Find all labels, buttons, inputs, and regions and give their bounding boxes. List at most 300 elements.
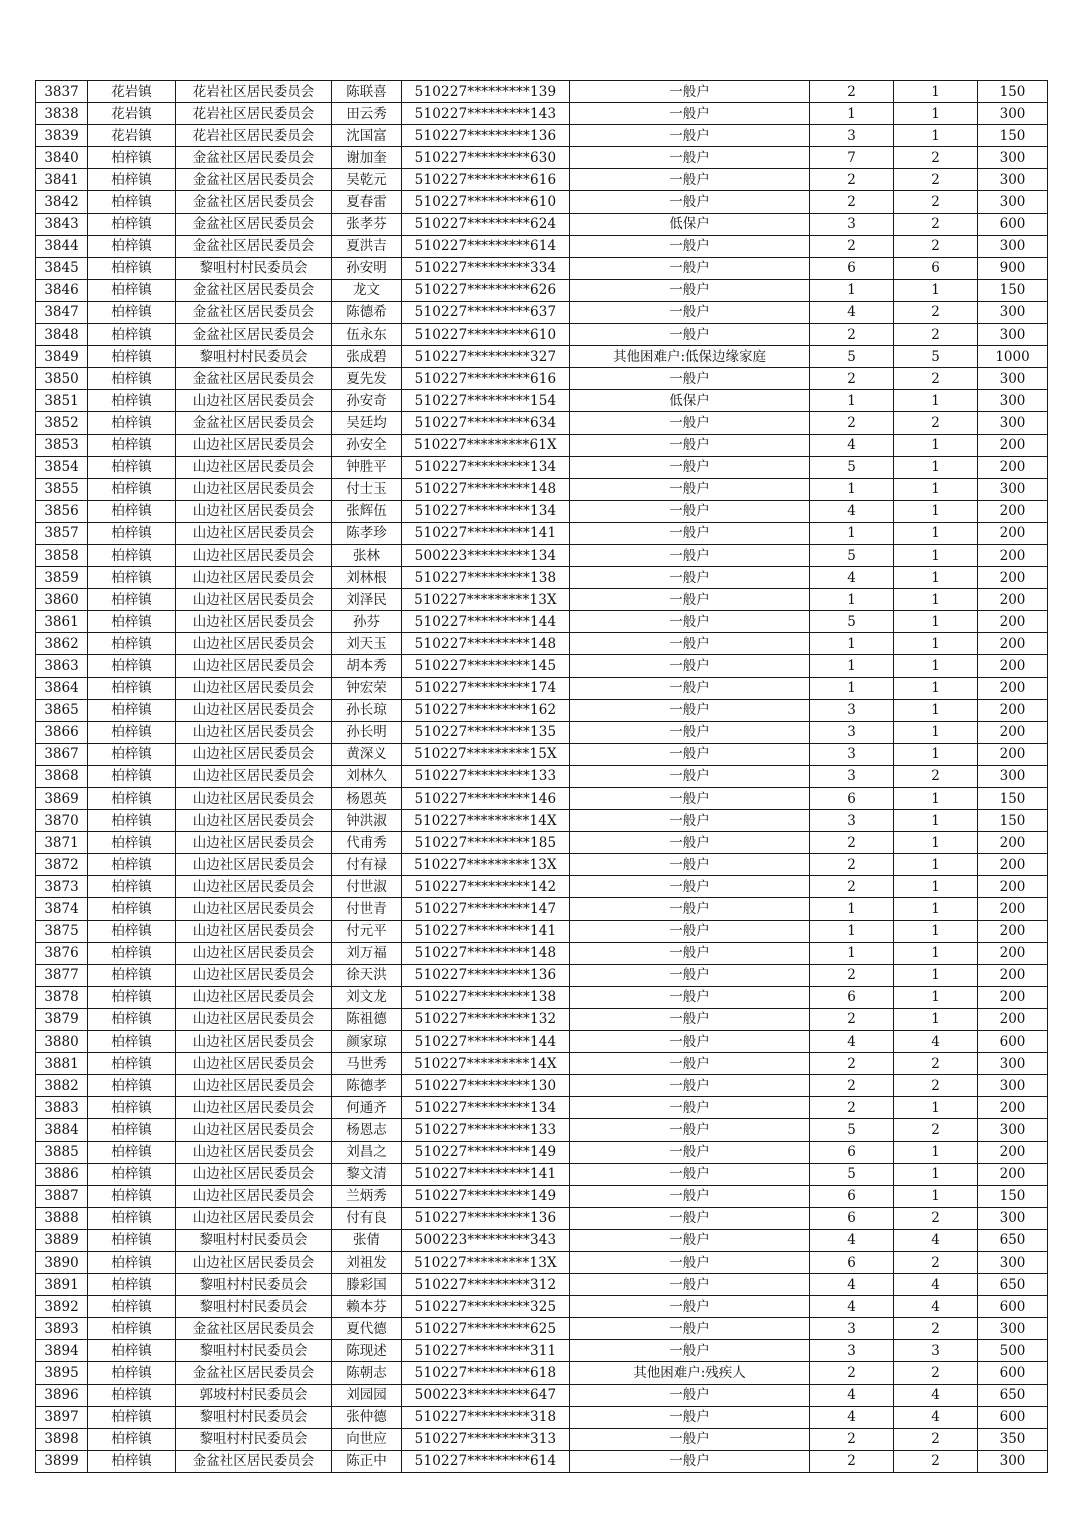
household-type-cell: 一般户 (570, 832, 810, 854)
town-cell: 柏梓镇 (88, 257, 176, 279)
household-size-cell: 1 (810, 898, 894, 920)
row-number-cell: 3843 (36, 213, 88, 235)
household-size-cell: 2 (810, 1362, 894, 1384)
committee-cell: 山边社区居民委员会 (176, 898, 332, 920)
household-size-cell: 4 (810, 1406, 894, 1428)
amount-cell: 500 (978, 1340, 1048, 1362)
household-size-cell: 2 (810, 169, 894, 191)
resident-name-cell: 张林 (332, 544, 402, 566)
household-type-cell: 一般户 (570, 368, 810, 390)
household-type-cell: 一般户 (570, 1031, 810, 1053)
town-cell: 柏梓镇 (88, 1428, 176, 1450)
row-number-cell: 3872 (36, 854, 88, 876)
committee-cell: 金盆社区居民委员会 (176, 1318, 332, 1340)
row-number-cell: 3861 (36, 611, 88, 633)
household-type-cell: 一般户 (570, 1075, 810, 1097)
household-type-cell: 一般户 (570, 1119, 810, 1141)
resident-name-cell: 刘昌之 (332, 1141, 402, 1163)
household-type-cell: 一般户 (570, 942, 810, 964)
committee-cell: 山边社区居民委员会 (176, 1251, 332, 1273)
id-number-cell: 510227*********185 (402, 832, 570, 854)
table-row (36, 257, 1048, 279)
id-number-cell: 510227*********14X (402, 1053, 570, 1075)
resident-name-cell: 付有禄 (332, 854, 402, 876)
resident-name-cell: 张辉伍 (332, 500, 402, 522)
household-size-cell: 2 (810, 191, 894, 213)
town-cell: 柏梓镇 (88, 699, 176, 721)
town-cell: 柏梓镇 (88, 1251, 176, 1273)
town-cell: 柏梓镇 (88, 456, 176, 478)
resident-name-cell: 马世秀 (332, 1053, 402, 1075)
town-cell: 柏梓镇 (88, 279, 176, 301)
resident-name-cell: 杨恩英 (332, 788, 402, 810)
amount-cell: 300 (978, 169, 1048, 191)
household-type-cell: 一般户 (570, 898, 810, 920)
row-number-cell: 3857 (36, 522, 88, 544)
row-number-cell: 3848 (36, 324, 88, 346)
amount-cell: 200 (978, 633, 1048, 655)
town-cell: 柏梓镇 (88, 1274, 176, 1296)
row-number-cell: 3871 (36, 832, 88, 854)
household-type-cell: 一般户 (570, 191, 810, 213)
table-row (36, 147, 1048, 169)
committee-cell: 山边社区居民委员会 (176, 478, 332, 500)
eligible-count-cell: 6 (894, 257, 978, 279)
committee-cell: 山边社区居民委员会 (176, 854, 332, 876)
table-row (36, 1207, 1048, 1229)
eligible-count-cell: 1 (894, 81, 978, 103)
resident-name-cell: 钟洪淑 (332, 810, 402, 832)
resident-name-cell: 伍永东 (332, 324, 402, 346)
subsidy-roster-table (35, 80, 1048, 1473)
committee-cell: 山边社区居民委员会 (176, 1207, 332, 1229)
row-number-cell: 3882 (36, 1075, 88, 1097)
resident-name-cell: 孙芬 (332, 611, 402, 633)
resident-name-cell: 张仲德 (332, 1406, 402, 1428)
eligible-count-cell: 1 (894, 743, 978, 765)
town-cell: 柏梓镇 (88, 1031, 176, 1053)
resident-name-cell: 沈国富 (332, 125, 402, 147)
row-number-cell: 3899 (36, 1450, 88, 1472)
resident-name-cell: 黎文清 (332, 1163, 402, 1185)
town-cell: 柏梓镇 (88, 876, 176, 898)
id-number-cell: 510227*********625 (402, 1318, 570, 1340)
eligible-count-cell: 2 (894, 1251, 978, 1273)
household-type-cell: 一般户 (570, 301, 810, 323)
id-number-cell: 510227*********614 (402, 1450, 570, 1472)
eligible-count-cell: 1 (894, 1141, 978, 1163)
resident-name-cell: 孙安全 (332, 434, 402, 456)
amount-cell: 200 (978, 1163, 1048, 1185)
household-type-cell: 一般户 (570, 81, 810, 103)
household-type-cell: 一般户 (570, 1428, 810, 1450)
amount-cell: 150 (978, 1185, 1048, 1207)
id-number-cell: 510227*********136 (402, 1207, 570, 1229)
id-number-cell: 510227*********138 (402, 567, 570, 589)
id-number-cell: 510227*********148 (402, 633, 570, 655)
committee-cell: 金盆社区居民委员会 (176, 169, 332, 191)
id-number-cell: 510227*********141 (402, 522, 570, 544)
eligible-count-cell: 2 (894, 1362, 978, 1384)
committee-cell: 山边社区居民委员会 (176, 810, 332, 832)
resident-name-cell: 刘天玉 (332, 633, 402, 655)
table-row (36, 743, 1048, 765)
household-type-cell: 一般户 (570, 964, 810, 986)
committee-cell: 山边社区居民委员会 (176, 1075, 332, 1097)
eligible-count-cell: 1 (894, 103, 978, 125)
household-size-cell: 4 (810, 1384, 894, 1406)
household-type-cell: 一般户 (570, 147, 810, 169)
resident-name-cell: 向世应 (332, 1428, 402, 1450)
table-row (36, 324, 1048, 346)
town-cell: 柏梓镇 (88, 478, 176, 500)
household-type-cell: 一般户 (570, 279, 810, 301)
row-number-cell: 3859 (36, 567, 88, 589)
eligible-count-cell: 1 (894, 456, 978, 478)
amount-cell: 350 (978, 1428, 1048, 1450)
eligible-count-cell: 1 (894, 854, 978, 876)
household-size-cell: 3 (810, 721, 894, 743)
row-number-cell: 3888 (36, 1207, 88, 1229)
row-number-cell: 3863 (36, 655, 88, 677)
row-number-cell: 3854 (36, 456, 88, 478)
household-size-cell: 1 (810, 655, 894, 677)
committee-cell: 山边社区居民委员会 (176, 434, 332, 456)
eligible-count-cell: 1 (894, 810, 978, 832)
eligible-count-cell: 2 (894, 1428, 978, 1450)
eligible-count-cell: 1 (894, 898, 978, 920)
amount-cell: 200 (978, 721, 1048, 743)
table-row (36, 169, 1048, 191)
id-number-cell: 510227*********630 (402, 147, 570, 169)
id-number-cell: 510227*********134 (402, 1097, 570, 1119)
resident-name-cell: 吴乾元 (332, 169, 402, 191)
household-type-cell: 一般户 (570, 257, 810, 279)
committee-cell: 黎咀村村民委员会 (176, 1340, 332, 1362)
committee-cell: 山边社区居民委员会 (176, 920, 332, 942)
eligible-count-cell: 2 (894, 1119, 978, 1141)
id-number-cell: 510227*********13X (402, 854, 570, 876)
resident-name-cell: 夏春雷 (332, 191, 402, 213)
row-number-cell: 3858 (36, 544, 88, 566)
id-number-cell: 510227*********148 (402, 942, 570, 964)
table-row (36, 611, 1048, 633)
town-cell: 柏梓镇 (88, 986, 176, 1008)
amount-cell: 200 (978, 677, 1048, 699)
town-cell: 柏梓镇 (88, 1362, 176, 1384)
row-number-cell: 3852 (36, 412, 88, 434)
household-type-cell: 一般户 (570, 611, 810, 633)
committee-cell: 山边社区居民委员会 (176, 500, 332, 522)
id-number-cell: 510227*********133 (402, 765, 570, 787)
id-number-cell: 510227*********616 (402, 368, 570, 390)
household-size-cell: 5 (810, 456, 894, 478)
id-number-cell: 510227*********134 (402, 456, 570, 478)
committee-cell: 山边社区居民委员会 (176, 765, 332, 787)
eligible-count-cell: 4 (894, 1296, 978, 1318)
eligible-count-cell: 1 (894, 390, 978, 412)
household-size-cell: 4 (810, 301, 894, 323)
id-number-cell: 510227*********141 (402, 1163, 570, 1185)
town-cell: 柏梓镇 (88, 235, 176, 257)
household-type-cell: 一般户 (570, 522, 810, 544)
amount-cell: 600 (978, 1031, 1048, 1053)
row-number-cell: 3849 (36, 346, 88, 368)
amount-cell: 300 (978, 1119, 1048, 1141)
row-number-cell: 3838 (36, 103, 88, 125)
household-type-cell: 低保户 (570, 213, 810, 235)
household-type-cell: 一般户 (570, 478, 810, 500)
amount-cell: 150 (978, 788, 1048, 810)
row-number-cell: 3844 (36, 235, 88, 257)
town-cell: 花岩镇 (88, 125, 176, 147)
row-number-cell: 3846 (36, 279, 88, 301)
town-cell: 柏梓镇 (88, 368, 176, 390)
row-number-cell: 3864 (36, 677, 88, 699)
id-number-cell: 510227*********138 (402, 986, 570, 1008)
amount-cell: 200 (978, 986, 1048, 1008)
amount-cell: 200 (978, 854, 1048, 876)
household-size-cell: 7 (810, 147, 894, 169)
amount-cell: 300 (978, 1318, 1048, 1340)
table-row (36, 1053, 1048, 1075)
resident-name-cell: 夏先发 (332, 368, 402, 390)
committee-cell: 金盆社区居民委员会 (176, 213, 332, 235)
resident-name-cell: 谢加奎 (332, 147, 402, 169)
committee-cell: 山边社区居民委员会 (176, 1163, 332, 1185)
table-row (36, 699, 1048, 721)
town-cell: 柏梓镇 (88, 765, 176, 787)
household-size-cell: 2 (810, 1097, 894, 1119)
row-number-cell: 3866 (36, 721, 88, 743)
amount-cell: 600 (978, 1406, 1048, 1428)
household-size-cell: 6 (810, 1185, 894, 1207)
resident-name-cell: 陈祖德 (332, 1008, 402, 1030)
household-size-cell: 4 (810, 1296, 894, 1318)
id-number-cell: 510227*********143 (402, 103, 570, 125)
id-number-cell: 510227*********13X (402, 589, 570, 611)
id-number-cell: 510227*********311 (402, 1340, 570, 1362)
row-number-cell: 3892 (36, 1296, 88, 1318)
row-number-cell: 3874 (36, 898, 88, 920)
household-size-cell: 1 (810, 478, 894, 500)
row-number-cell: 3855 (36, 478, 88, 500)
resident-name-cell: 付世青 (332, 898, 402, 920)
household-type-cell: 一般户 (570, 1185, 810, 1207)
eligible-count-cell: 4 (894, 1274, 978, 1296)
committee-cell: 山边社区居民委员会 (176, 876, 332, 898)
household-type-cell: 一般户 (570, 1318, 810, 1340)
eligible-count-cell: 1 (894, 699, 978, 721)
town-cell: 花岩镇 (88, 103, 176, 125)
table-row (36, 1008, 1048, 1030)
committee-cell: 山边社区居民委员会 (176, 832, 332, 854)
table-row (36, 964, 1048, 986)
town-cell: 柏梓镇 (88, 677, 176, 699)
resident-name-cell: 陈德希 (332, 301, 402, 323)
resident-name-cell: 付士玉 (332, 478, 402, 500)
resident-name-cell: 何通齐 (332, 1097, 402, 1119)
household-size-cell: 6 (810, 788, 894, 810)
household-size-cell: 1 (810, 677, 894, 699)
amount-cell: 300 (978, 324, 1048, 346)
id-number-cell: 510227*********624 (402, 213, 570, 235)
id-number-cell: 500223*********343 (402, 1229, 570, 1251)
resident-name-cell: 夏洪吉 (332, 235, 402, 257)
row-number-cell: 3837 (36, 81, 88, 103)
table-row (36, 1296, 1048, 1318)
amount-cell: 200 (978, 898, 1048, 920)
household-size-cell: 3 (810, 743, 894, 765)
eligible-count-cell: 1 (894, 788, 978, 810)
id-number-cell: 510227*********634 (402, 412, 570, 434)
id-number-cell: 510227*********148 (402, 478, 570, 500)
amount-cell: 150 (978, 81, 1048, 103)
household-size-cell: 1 (810, 522, 894, 544)
row-number-cell: 3869 (36, 788, 88, 810)
id-number-cell: 510227*********614 (402, 235, 570, 257)
row-number-cell: 3894 (36, 1340, 88, 1362)
committee-cell: 山边社区居民委员会 (176, 964, 332, 986)
table-row (36, 125, 1048, 147)
household-size-cell: 4 (810, 500, 894, 522)
committee-cell: 郭坡村村民委员会 (176, 1384, 332, 1406)
household-type-cell: 一般户 (570, 544, 810, 566)
id-number-cell: 510227*********14X (402, 810, 570, 832)
amount-cell: 200 (978, 611, 1048, 633)
committee-cell: 金盆社区居民委员会 (176, 1450, 332, 1472)
committee-cell: 山边社区居民委员会 (176, 522, 332, 544)
table-row (36, 1163, 1048, 1185)
committee-cell: 山边社区居民委员会 (176, 721, 332, 743)
eligible-count-cell: 2 (894, 213, 978, 235)
household-type-cell: 一般户 (570, 412, 810, 434)
id-number-cell: 510227*********325 (402, 1296, 570, 1318)
committee-cell: 山边社区居民委员会 (176, 1097, 332, 1119)
eligible-count-cell: 2 (894, 1075, 978, 1097)
resident-name-cell: 陈联喜 (332, 81, 402, 103)
eligible-count-cell: 4 (894, 1031, 978, 1053)
committee-cell: 黎咀村村民委员会 (176, 257, 332, 279)
resident-name-cell: 陈正中 (332, 1450, 402, 1472)
town-cell: 柏梓镇 (88, 500, 176, 522)
town-cell: 柏梓镇 (88, 544, 176, 566)
table-row (36, 677, 1048, 699)
committee-cell: 山边社区居民委员会 (176, 743, 332, 765)
amount-cell: 200 (978, 699, 1048, 721)
household-size-cell: 1 (810, 279, 894, 301)
amount-cell: 650 (978, 1229, 1048, 1251)
household-type-cell: 一般户 (570, 854, 810, 876)
table-row (36, 390, 1048, 412)
id-number-cell: 510227*********162 (402, 699, 570, 721)
row-number-cell: 3860 (36, 589, 88, 611)
eligible-count-cell: 2 (894, 765, 978, 787)
household-type-cell: 一般户 (570, 677, 810, 699)
table-row (36, 986, 1048, 1008)
town-cell: 柏梓镇 (88, 1384, 176, 1406)
row-number-cell: 3839 (36, 125, 88, 147)
town-cell: 柏梓镇 (88, 721, 176, 743)
town-cell: 柏梓镇 (88, 301, 176, 323)
id-number-cell: 510227*********13X (402, 1251, 570, 1273)
committee-cell: 山边社区居民委员会 (176, 456, 332, 478)
eligible-count-cell: 1 (894, 589, 978, 611)
table-row (36, 788, 1048, 810)
amount-cell: 200 (978, 456, 1048, 478)
table-row (36, 1119, 1048, 1141)
household-size-cell: 2 (810, 876, 894, 898)
table-row (36, 103, 1048, 125)
committee-cell: 黎咀村村民委员会 (176, 346, 332, 368)
amount-cell: 300 (978, 1053, 1048, 1075)
town-cell: 柏梓镇 (88, 898, 176, 920)
eligible-count-cell: 1 (894, 544, 978, 566)
resident-name-cell: 刘万福 (332, 942, 402, 964)
town-cell: 柏梓镇 (88, 1229, 176, 1251)
town-cell: 柏梓镇 (88, 589, 176, 611)
committee-cell: 金盆社区居民委员会 (176, 191, 332, 213)
amount-cell: 150 (978, 810, 1048, 832)
household-type-cell: 一般户 (570, 456, 810, 478)
amount-cell: 300 (978, 478, 1048, 500)
household-type-cell: 一般户 (570, 1340, 810, 1362)
committee-cell: 金盆社区居民委员会 (176, 368, 332, 390)
resident-name-cell: 胡本秀 (332, 655, 402, 677)
id-number-cell: 510227*********145 (402, 655, 570, 677)
resident-name-cell: 刘林久 (332, 765, 402, 787)
town-cell: 柏梓镇 (88, 1450, 176, 1472)
town-cell: 柏梓镇 (88, 522, 176, 544)
table-row (36, 522, 1048, 544)
table-row (36, 213, 1048, 235)
amount-cell: 200 (978, 920, 1048, 942)
household-type-cell: 一般户 (570, 1053, 810, 1075)
eligible-count-cell: 1 (894, 478, 978, 500)
household-size-cell: 1 (810, 920, 894, 942)
row-number-cell: 3886 (36, 1163, 88, 1185)
row-number-cell: 3853 (36, 434, 88, 456)
row-number-cell: 3879 (36, 1008, 88, 1030)
resident-name-cell: 刘泽民 (332, 589, 402, 611)
committee-cell: 山边社区居民委员会 (176, 788, 332, 810)
table-row (36, 655, 1048, 677)
table-row (36, 1185, 1048, 1207)
table-row (36, 589, 1048, 611)
resident-name-cell: 赖本芬 (332, 1296, 402, 1318)
committee-cell: 黎咀村村民委员会 (176, 1229, 332, 1251)
row-number-cell: 3875 (36, 920, 88, 942)
amount-cell: 300 (978, 1207, 1048, 1229)
household-size-cell: 1 (810, 589, 894, 611)
household-size-cell: 3 (810, 699, 894, 721)
row-number-cell: 3881 (36, 1053, 88, 1075)
resident-name-cell: 钟胜平 (332, 456, 402, 478)
amount-cell: 1000 (978, 346, 1048, 368)
household-type-cell: 一般户 (570, 655, 810, 677)
id-number-cell: 510227*********139 (402, 81, 570, 103)
resident-name-cell: 钟宏荣 (332, 677, 402, 699)
household-type-cell: 一般户 (570, 876, 810, 898)
household-type-cell: 一般户 (570, 567, 810, 589)
town-cell: 柏梓镇 (88, 854, 176, 876)
committee-cell: 山边社区居民委员会 (176, 677, 332, 699)
id-number-cell: 510227*********610 (402, 324, 570, 346)
eligible-count-cell: 2 (894, 169, 978, 191)
household-size-cell: 3 (810, 810, 894, 832)
table-body (36, 81, 1048, 1473)
town-cell: 柏梓镇 (88, 743, 176, 765)
